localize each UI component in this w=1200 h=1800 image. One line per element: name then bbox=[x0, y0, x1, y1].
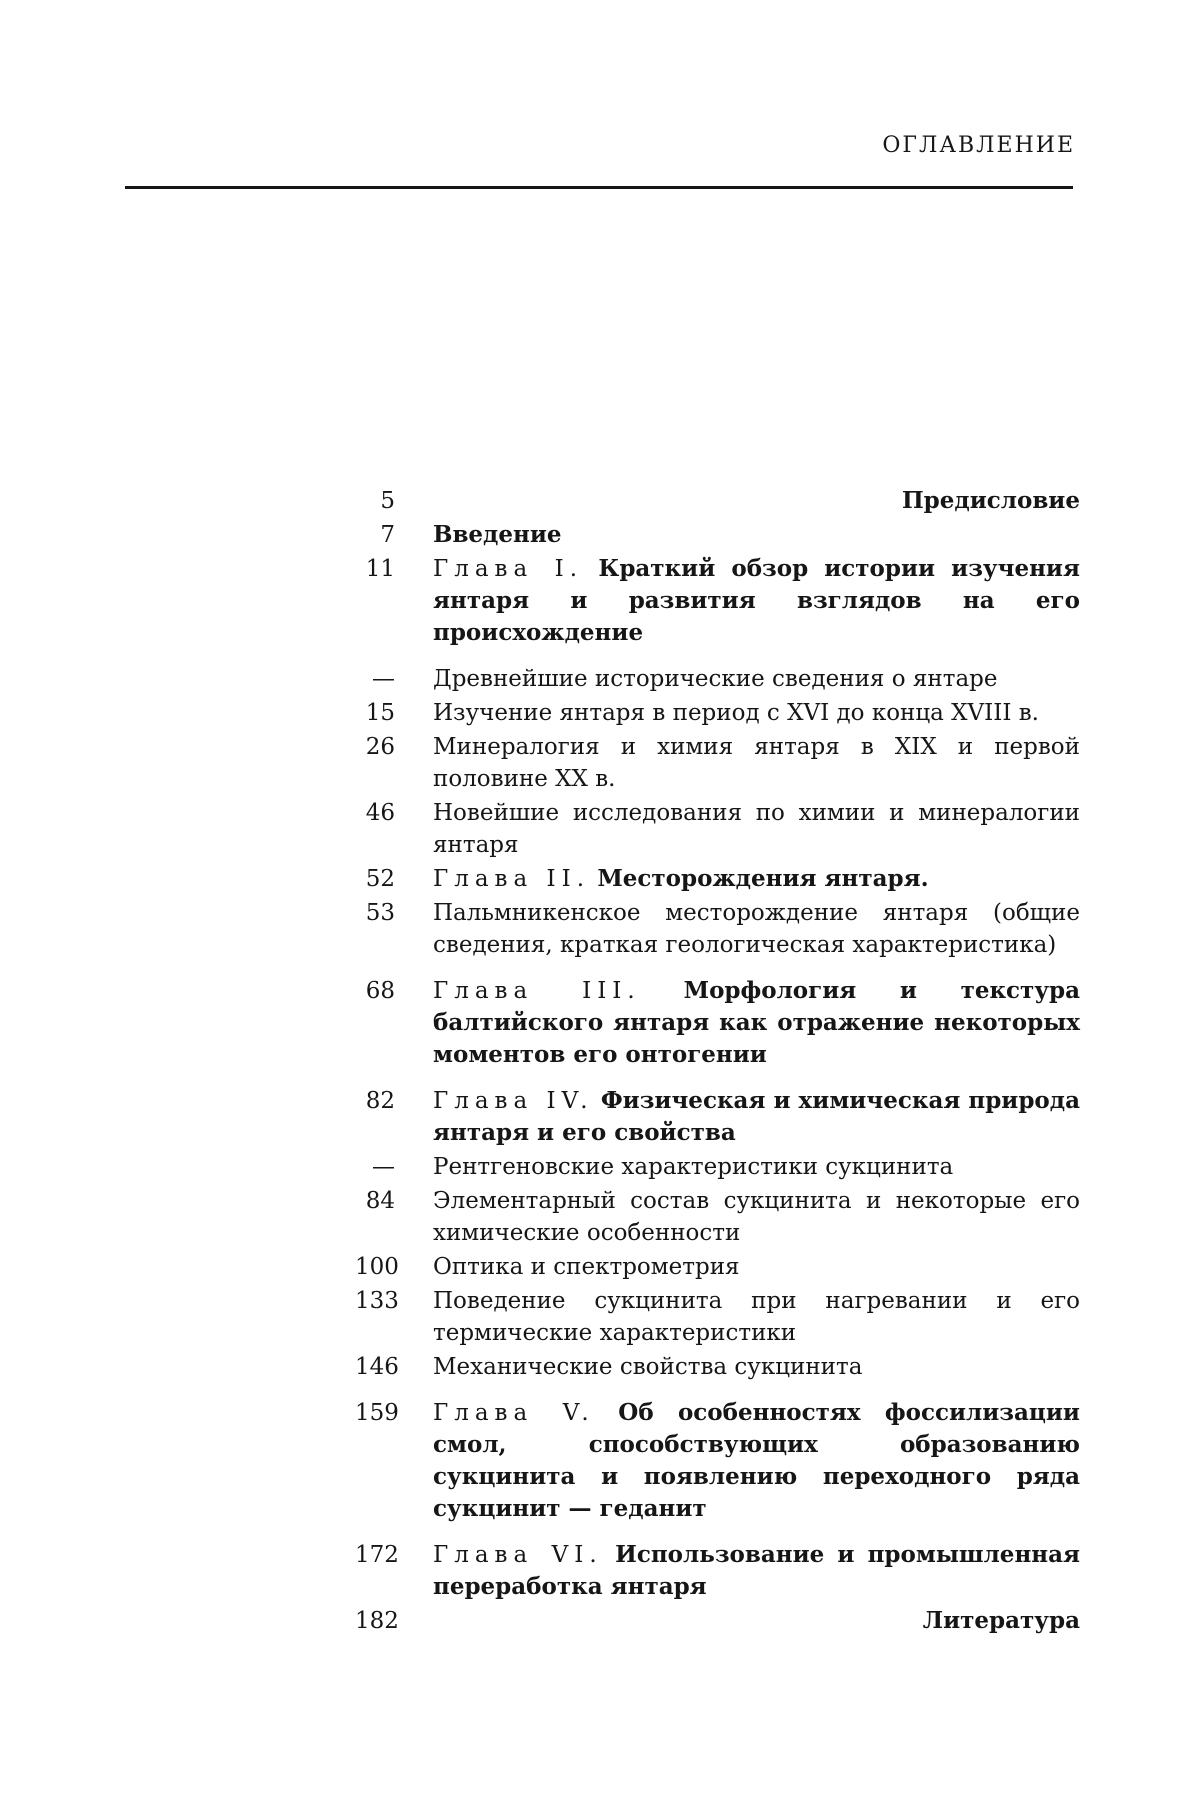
toc-page-number: 84 bbox=[365, 1188, 395, 1214]
toc-page-number: 15 bbox=[365, 700, 395, 726]
toc-entry-body bbox=[433, 1085, 1080, 1149]
toc-entry-body bbox=[433, 863, 1080, 895]
chapter-label: Глава II. bbox=[433, 866, 591, 892]
toc-entry-preface bbox=[355, 485, 1080, 517]
toc-entry-title: Месторождения янтаря. bbox=[597, 865, 929, 892]
toc-page-number: 82 bbox=[365, 1088, 395, 1114]
header-divider bbox=[125, 186, 1073, 189]
toc-entry-title: Минералогия и химия янтаря в XIX и первой половине XX в. bbox=[433, 734, 1080, 792]
toc-entry-newest-research bbox=[355, 797, 1080, 861]
toc-entry-title: Механические свойства сукцинита bbox=[433, 1354, 863, 1380]
toc-entry-optics bbox=[355, 1251, 1080, 1283]
toc-page-number: 146 bbox=[355, 1354, 399, 1380]
toc-entry-title: Об особенностях фоссилизации смол, способствующих образованию сукцинита и появлению переходного ряда сукцинит — геданит bbox=[433, 1399, 1080, 1522]
toc-entry-palmnicken-deposit bbox=[355, 897, 1080, 961]
toc-page-number: 46 bbox=[365, 800, 395, 826]
page-title: ОГЛАВЛЕНИЕ bbox=[882, 133, 1075, 158]
toc-page-number: 53 bbox=[365, 900, 395, 926]
toc-entry-title: Новейшие исследования по химии и минералогии янтаря bbox=[433, 800, 1080, 858]
toc-entry-chapter-4 bbox=[355, 1085, 1080, 1149]
toc-entry-title: Древнейшие исторические сведения о янтаре bbox=[433, 666, 998, 692]
toc-entry-title: Литература bbox=[922, 1607, 1080, 1634]
toc-page-number: 172 bbox=[355, 1542, 399, 1568]
toc-entry-chapter-3 bbox=[355, 975, 1080, 1071]
toc-entry-ancient-records bbox=[355, 663, 1080, 695]
toc-page-number: 52 bbox=[365, 866, 395, 892]
toc-entry-elemental-composition bbox=[355, 1185, 1080, 1249]
toc-entry-title: Оптика и спектрометрия bbox=[433, 1254, 740, 1280]
toc-entry-chapter-5 bbox=[355, 1397, 1080, 1525]
toc-entry-xray bbox=[355, 1151, 1080, 1183]
chapter-label: Глава I. bbox=[433, 556, 583, 582]
toc-entry-title: Использование и промышленная переработка янтаря bbox=[433, 1541, 1081, 1600]
toc-entry-body bbox=[433, 1397, 1080, 1525]
toc-entry-title: Поведение сукцинита при нагревании и его термические характеристики bbox=[433, 1288, 1080, 1346]
toc-entry-chapter-6 bbox=[355, 1539, 1080, 1603]
toc-entry-chapter-2 bbox=[355, 863, 1080, 895]
toc-entry-title: Морфология и текстура балтийского янтаря как отражение некоторых моментов его онтогении bbox=[433, 977, 1081, 1068]
toc-page-number: 11 bbox=[365, 556, 395, 582]
toc-entry-16-18-century bbox=[355, 697, 1080, 729]
chapter-label: Глава IV. bbox=[433, 1088, 594, 1114]
toc-page-number: 133 bbox=[355, 1288, 399, 1314]
toc-entry-heating bbox=[355, 1285, 1080, 1349]
toc-entry-chapter-1 bbox=[355, 553, 1080, 649]
toc-entry-introduction bbox=[355, 519, 1080, 551]
toc-page-number: 26 bbox=[365, 734, 395, 760]
toc-entry-title: Введение bbox=[433, 521, 562, 548]
toc-entry-literature bbox=[355, 1605, 1080, 1637]
toc-page-number: — bbox=[372, 1154, 395, 1180]
toc-entry-19-20-century bbox=[355, 731, 1080, 795]
toc-entry-title: Физическая и химическая природа янтаря и его свойства bbox=[433, 1087, 1080, 1146]
toc-entry-title: Элементарный состав сукцинита и некоторые его химические особенности bbox=[433, 1188, 1080, 1246]
toc-entry-mechanical bbox=[355, 1351, 1080, 1383]
toc-entry-body bbox=[433, 553, 1080, 649]
toc-page-number: 5 bbox=[380, 488, 395, 514]
toc-page-number: 159 bbox=[355, 1400, 399, 1426]
toc-entry-title: Изучение янтаря в период с XVI до конца XVIII в. bbox=[433, 700, 1039, 726]
chapter-label: Глава III. bbox=[433, 978, 641, 1004]
toc-page-number: — bbox=[372, 666, 395, 692]
toc-page-number: 7 bbox=[380, 522, 395, 548]
toc-entry-body bbox=[433, 1539, 1080, 1603]
table-of-contents bbox=[355, 485, 1080, 1639]
chapter-label: Глава VI. bbox=[433, 1542, 603, 1568]
toc-entry-title: Краткий обзор истории изучения янтаря и развития взглядов на его происхождение bbox=[433, 555, 1080, 646]
chapter-label: Глава V. bbox=[433, 1400, 595, 1426]
toc-entry-title: Рентгеновские характеристики сукцинита bbox=[433, 1154, 954, 1180]
toc-entry-title: Пальмникенское месторождение янтаря (общие сведения, краткая геологическая характеристика) bbox=[433, 900, 1080, 958]
toc-page-number: 68 bbox=[365, 978, 395, 1004]
toc-page-number: 100 bbox=[355, 1254, 399, 1280]
toc-page-number: 182 bbox=[355, 1608, 399, 1634]
toc-entry-body bbox=[433, 975, 1080, 1071]
toc-entry-title: Предисловие bbox=[901, 487, 1080, 514]
